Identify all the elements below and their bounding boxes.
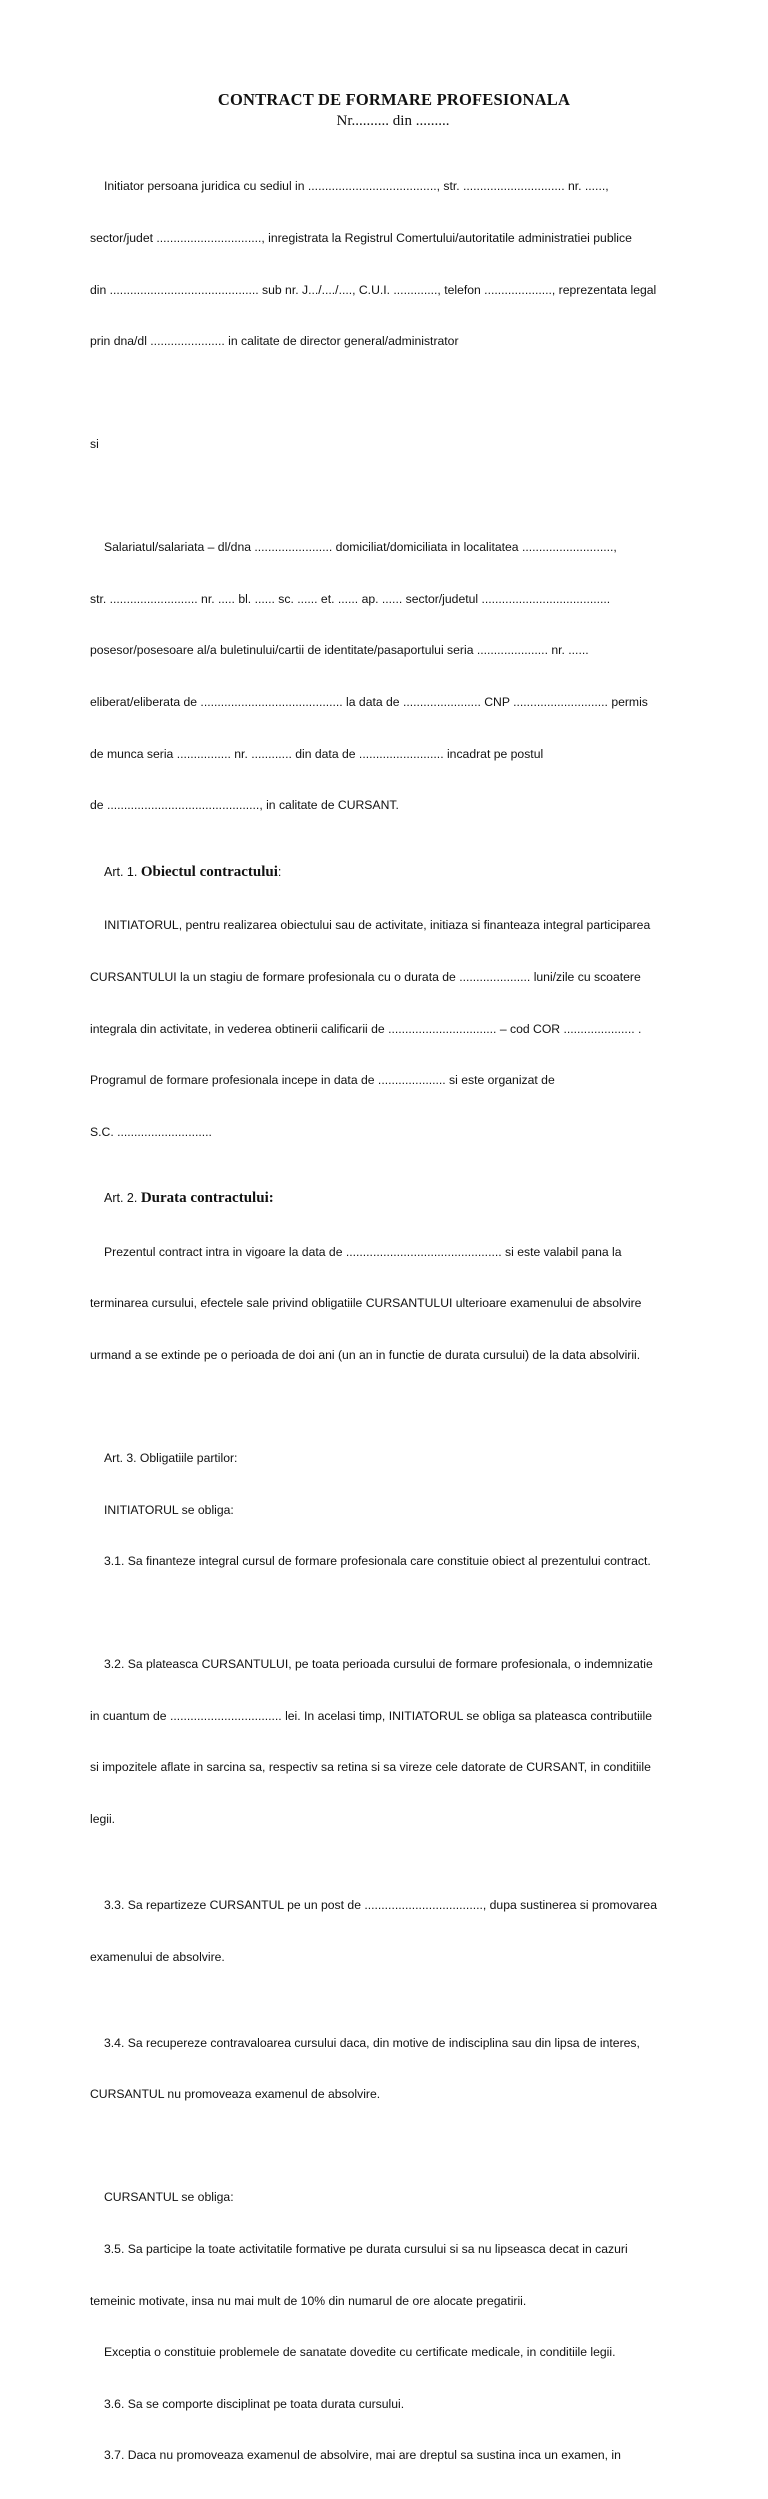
text-line: si [90, 437, 99, 452]
text-line: examenului de absolvire. [90, 1949, 225, 1964]
document-page [90, 90, 690, 2499]
article-1-heading [90, 861, 690, 883]
article-3-heading: Art. 3. Obligatiile partilor: [104, 1451, 238, 1466]
article-title: Obiectul contractului [140, 863, 278, 880]
article-title: Durata contractului: [140, 1190, 274, 1207]
text-line: CURSANTUL nu promoveaza examenul de absolvire. [90, 2087, 381, 2102]
text-line: CURSANTULUI la un stagiu de formare profesionala cu o durata de ..................... luni/zile cu scoatere [90, 969, 641, 984]
clause-3-2 [90, 1622, 690, 1863]
article-1-body [90, 883, 690, 1175]
initiator-paragraph [90, 144, 690, 385]
text-line: 3.4. Sa recupereze contravaloarea cursului daca, din motive de indisciplina sau din lipsa de interes, [104, 2035, 640, 2050]
text-line: de munca seria ................ nr. ............ din data de ......................... incadrat pe postul [90, 746, 544, 761]
text-line: Salariatul/salariata – dl/dna ....................... domiciliat/domiciliata in localitatea ..........................., [104, 540, 617, 555]
text-line: integrala din activitate, in vederea obtinerii calificarii de ................................ – cod COR ..................... . [90, 1021, 642, 1036]
article-2-body [90, 1209, 690, 1398]
employee-paragraph [90, 505, 690, 849]
clause-3-1: 3.1. Sa finanteze integral cursul de formare profesionala care constituie obiect al prezentului contract. [104, 1554, 651, 1569]
text-line: eliberat/eliberata de .......................................... la data de ....................... CNP ............................ permis [90, 695, 648, 710]
text-line: Prezentul contract intra in vigoare la data de .............................................. si este valabil pana la [104, 1244, 622, 1259]
clause-3-4 [90, 2000, 690, 2138]
text-line: de ............................................., in calitate de CURSANT. [90, 798, 399, 813]
clause-3-3 [90, 1863, 690, 2001]
article-colon: : [277, 864, 282, 879]
initiator-obligations-heading: INITIATORUL se obliga: [104, 1502, 234, 1517]
text-line: INITIATORUL, pentru realizarea obiectului sau de activitate, initiaza si finanteaza integral participarea [104, 918, 651, 933]
text-line: temeinic motivate, insa nu mai mult de 10% din numarul de ore alocate pregatirii. [90, 2293, 527, 2308]
text-line: in cuantum de ................................. lei. In acelasi timp, INITIATORUL se obliga sa plateasca contributiile [90, 1708, 652, 1723]
text-line: sector/judet ..............................., inregistrata la Registrul Comertului/autoritatile administratiei publice [90, 231, 632, 246]
text-line: str. .......................... nr. ..... bl. ...... sc. ...... et. ...... ap. ...... sector/judetul ...................................... [90, 591, 611, 606]
text-line: S.C. ............................ [90, 1124, 212, 1139]
document-title: CONTRACT DE FORMARE PROFESIONALA [217, 90, 571, 109]
text-line: 3.5. Sa participe la toate activitatile formative pe durata cursului si sa nu lipseasca decat in cazuri [104, 2241, 628, 2256]
text-line: Programul de formare profesionala incepe in data de .................... si este organizat de [90, 1073, 555, 1088]
and-conjunction [90, 402, 690, 488]
text-line: 3.3. Sa repartizeze CURSANTUL pe un post de ..................................., dupa sustinerea si promovarea [104, 1898, 657, 1913]
text-line: si impozitele aflate in sarcina sa, respectiv sa retina si sa vireze cele datorate de CURSANT, in conditiile [90, 1760, 651, 1775]
article-number: Art. 2. [104, 1191, 141, 1206]
text-line: urmand a se extinde pe o perioada de doi ani (un an in functie de durata cursului) de la data absolvirii. [90, 1348, 641, 1362]
text-line: Initiator persoana juridica cu sediul in ......................................, str. .............................. nr. ......, [104, 179, 609, 194]
clause-3-6: 3.6. Sa se comporte disciplinat pe toata durata cursului. [104, 2396, 405, 2411]
contract-number-line: Nr.......... din ......... [336, 113, 450, 129]
text-line: 3.2. Sa plateasca CURSANTULUI, pe toata perioada cursului de formare profesionala, o indemnizatie [104, 1657, 653, 1672]
text-line: din ............................................ sub nr. J.../..../...., C.U.I. ............., telefon ...................., reprezentata legal [90, 282, 657, 297]
article-2-heading [90, 1187, 690, 1209]
text-line: prin dna/dl ...................... in calitate de director general/administrator [90, 334, 459, 349]
text-line: legii. [90, 1812, 116, 1827]
trainee-obligations [90, 2155, 690, 2499]
text-line: posesor/posesoare al/a buletinului/cartii de identitate/pasaportului seria ..................... nr. ...... [90, 643, 589, 658]
clause-3-7: 3.7. Daca nu promoveaza examenul de absolvire, mai are dreptul sa sustina inca un examen, in [104, 2448, 621, 2463]
trainee-obligations-heading: CURSANTUL se obliga: [104, 2190, 234, 2205]
text-line: terminarea cursului, efectele sale privind obligatiile CURSANTULUI ulterioare examenului de absolvire [90, 1296, 642, 1311]
article-3 [90, 1416, 690, 1605]
exception-line: Exceptia o constituie problemele de sanatate dovedite cu certificate medicale, in conditiile legii. [104, 2345, 616, 2360]
article-number: Art. 1. [104, 864, 141, 879]
